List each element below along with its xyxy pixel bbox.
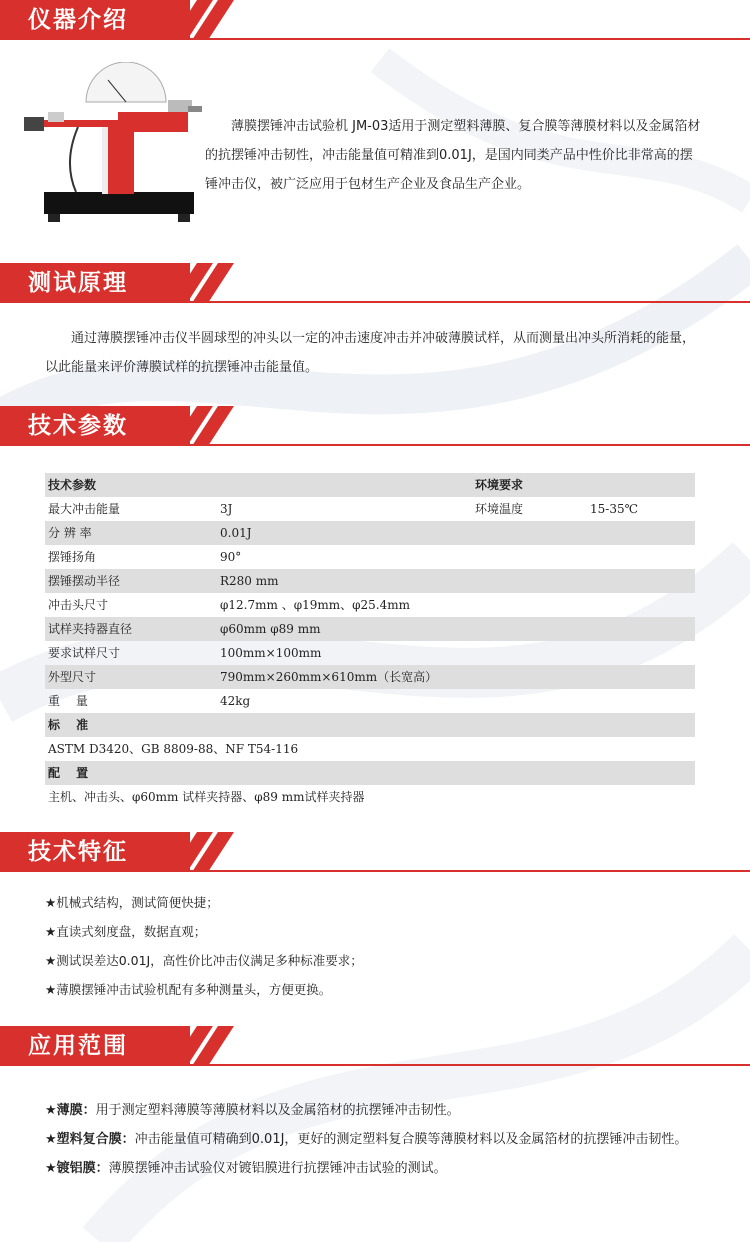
spec-value: φ12.7mm 、φ19mm、φ25.4mm	[220, 598, 411, 612]
spec-label: 摆锤扬角	[48, 550, 97, 564]
intro-text: 薄膜摆锤冲击试验机 JM-03适用于测定塑料薄膜、复合膜等薄膜材料以及金属箔材的抗摆锤冲击韧性，冲击能量值可精准到0.01J，是国内同类产品中性价比非常高的摆锤冲击仪，被广泛应用于包材生产企业及食品生产企业。	[205, 119, 701, 192]
spec-label: 重 量	[48, 694, 88, 708]
spec-table	[45, 473, 695, 809]
application-desc: 用于测定塑料薄膜等薄膜材料以及金属箔材的抗摆锤冲击韧性。	[95, 1103, 460, 1118]
spec-row	[45, 665, 695, 689]
list-item	[45, 1096, 700, 1125]
env-value: 15-35℃	[590, 502, 639, 516]
standard-title-row	[45, 713, 695, 737]
config-title-row	[45, 761, 695, 785]
list-item: ★薄膜摆锤冲击试验机配有多种测量头，方便更换。	[45, 982, 332, 997]
spec-row	[45, 641, 695, 665]
spec-row	[45, 545, 695, 569]
spec-value: R280 mm	[220, 574, 279, 588]
application-term: ★薄膜：	[45, 1103, 96, 1118]
spec-row	[45, 521, 695, 545]
spec-row	[45, 569, 695, 593]
application-term: ★塑料复合膜：	[45, 1132, 135, 1147]
env-label: 环境温度	[475, 502, 524, 516]
spec-value: φ60mm φ89 mm	[220, 622, 321, 636]
spec-row	[45, 593, 695, 617]
section-title-features: 技术特征	[28, 839, 128, 865]
standard-text: ASTM D3420、GB 8809-88、NF T54-116	[48, 742, 299, 756]
spec-label: 要求试样尺寸	[48, 646, 121, 660]
spec-label: 分 辨 率	[48, 526, 92, 540]
spec-value: 0.01J	[220, 526, 252, 540]
section-title-principle: 测试原理	[28, 270, 128, 296]
spec-header-left: 技术参数	[48, 478, 97, 492]
section-header-features	[0, 832, 750, 872]
section-header-intro	[0, 0, 750, 40]
spec-header-row	[45, 473, 695, 497]
standard-title: 标 准	[48, 718, 89, 732]
spec-label: 摆锤摆动半径	[48, 574, 121, 588]
spec-label: 试样夹持器直径	[48, 622, 133, 636]
section-title-scope: 应用范围	[28, 1033, 128, 1059]
config-title: 配 置	[48, 766, 89, 780]
spec-value: 3J	[220, 502, 233, 516]
application-desc: 冲击能量值可精确到0.01J，更好的测定塑料复合膜等薄膜材料以及金属箔材的抗摆锤冲击韧性。	[134, 1132, 688, 1147]
spec-value: 790mm×260mm×610mm（长宽高）	[220, 670, 438, 684]
principle-text: 通过薄膜摆锤冲击仪半圆球型的冲头以一定的冲击速度冲击并冲破薄膜试样，从而测量出冲头所消耗的能量，以此能量来评价薄膜试样的抗摆锤冲击能量值。	[45, 331, 696, 375]
application-desc: 薄膜摆锤冲击试验仪对镀铝膜进行抗摆锤冲击试验的测试。	[108, 1161, 447, 1176]
spec-value: 100mm×100mm	[220, 646, 322, 660]
section-header-principle	[0, 263, 750, 303]
list-item	[45, 1125, 700, 1154]
section-title-intro: 仪器介绍	[28, 7, 128, 33]
config-row	[45, 785, 695, 809]
spec-label: 外型尺寸	[48, 670, 97, 684]
instrument-image	[18, 62, 208, 242]
application-list	[45, 1096, 700, 1183]
spec-value: 42kg	[220, 694, 251, 708]
spec-header-right: 环境要求	[475, 478, 524, 492]
section-header-scope	[0, 1026, 750, 1066]
section-title-params: 技术参数	[28, 413, 128, 439]
application-term: ★镀铝膜：	[45, 1161, 109, 1176]
list-item	[45, 1154, 700, 1183]
section-header-params	[0, 406, 750, 446]
spec-row	[45, 497, 695, 521]
feature-list	[45, 888, 363, 1004]
spec-value: 90°	[220, 550, 242, 564]
standard-row	[45, 737, 695, 761]
list-item: ★直读式刻度盘，数据直观；	[45, 924, 207, 939]
list-item: ★测试误差达0.01J，高性价比冲击仪满足多种标准要求；	[45, 953, 363, 968]
spec-label: 最大冲击能量	[48, 502, 121, 516]
config-text: 主机、冲击头、φ60mm 试样夹持器、φ89 mm试样夹持器	[48, 790, 365, 804]
list-item: ★机械式结构，测试简便快捷；	[45, 895, 219, 910]
spec-row	[45, 617, 695, 641]
spec-row	[45, 689, 695, 713]
spec-label: 冲击头尺寸	[48, 598, 109, 612]
